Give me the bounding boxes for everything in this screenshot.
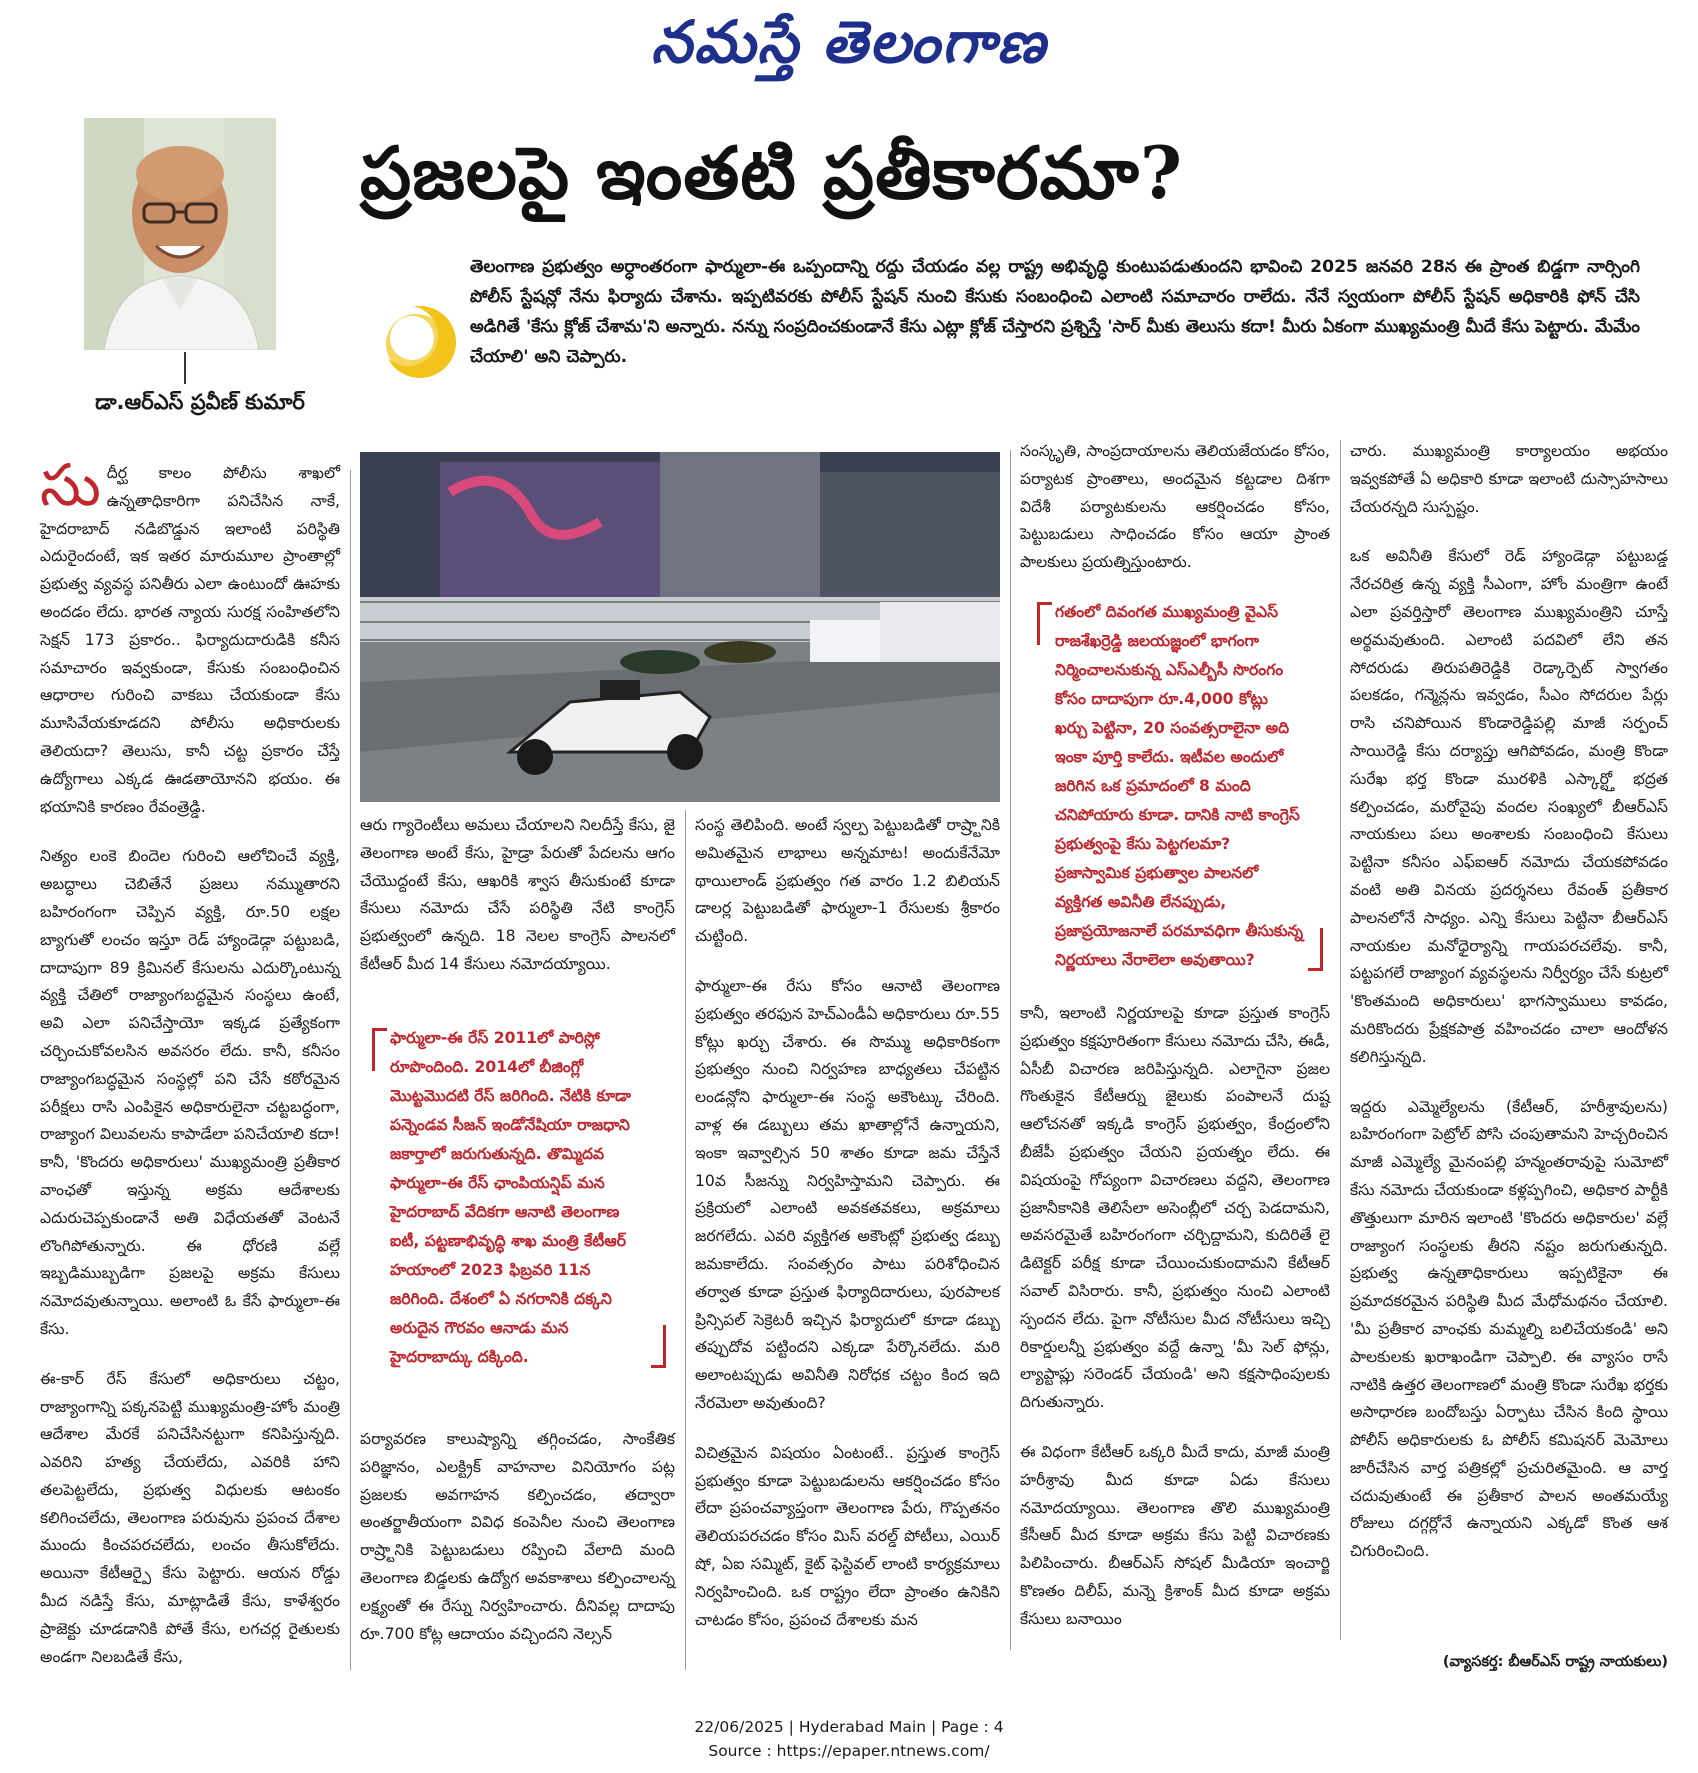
paragraph: చారు. ముఖ్యమంత్రి కార్యాలయం అభయం ఇవ్వకపోతే ఏ అధికారి కూడా ఇలాంటి దుస్సాహసాలు చేయరన్నది సుస్పష్టం. — [1350, 442, 1668, 516]
lead-paragraph: తెలంగాణ ప్రభుత్వం అర్ధాంతరంగా ఫార్ములా-ఈ ఒప్పందాన్ని రద్దు చేయడం వల్ల రాష్ట్ర అభివృద్ధి కుంటుపడుతుందని భావించి 2025 జనవరి 28న ఈ ప్రాంత బిడ్డగా నార్సింగి పోలీస్ స్టేషన్లో నేను ఫిర్యాదు చేశాను. ఇప్పటివరకు పోలీస్ స్టేషన్ నుంచి కేసుకు సంబంధించి ఎలాంటి సమాచారం రాలేదు. నేనే స్వయంగా పోలీస్ స్టేషన్ అధికారికి ఫోన్ చేసి అడిగితే 'కేసు క్లోజ్ చేశామ'ని అన్నారు. నన్ను సంప్రదించకుండానే కేసు ఎట్లా క్లోజ్ చేస్తారని ప్రశ్నిస్తే 'సార్ మీకు తెలుసు కదా! మీరు ఏకంగా ముఖ్యమంత్రి మీదే కేసు పెట్టారు. మేమేం చేయాలి' అని చెప్పారు. — [470, 257, 1640, 367]
paragraph: నిత్యం లంకె బిందెల గురించి ఆలోచించే వ్యక్తి, అబద్ధాలు చెబితేనే ప్రజలు నమ్ముతారని బహిరంగంగా చెప్పిన వ్యక్తి, రూ.50 లక్షల బ్యాగుతో లంచం ఇస్తూ రెడ్ హ్యాండెడ్గా పట్టుబడి, దాదాపుగా 89 క్రిమినల్ కేసులను ఎదుర్కొంటున్న వ్యక్తి చేతిలో రాజ్యాంగబద్ధమైన సంస్థలు ఉంటే, అవి ఎలా పనిచేస్తాయో ఇక్కడ ప్రత్యేకంగా చర్చించుకోవలసిన అవసరం లేదు. కానీ, కనీసం రాజ్యాంగబద్ధమైన సంస్థల్లో పని చేసే కఠోరమైన పరీక్షలు రాసి ఎంపికైన అధికారులైనా చట్టబద్ధంగా, రాజ్యాంగ విలువలను కాపాడేలా పనిచేయాలి కదా! కానీ, 'కొందరు అధికారులు' ముఖ్యమంత్రి ప్రతీకార వాంఛతో ఇస్తున్న అక్రమ ఆదేశాలకు ఎదురుచెప్పకుండానే అతి విధేయతతో వెంటనే లొంగిపోతున్నారు. ఈ ధోరణి వల్లే ఇబ్బడిముబ్బడిగా ప్రజలపై అక్రమ కేసులు నమోదవుతున్నాయి. అలాంటి ఓ కేసే ఫార్ములా-ఈ కేసు. — [40, 847, 340, 1338]
drop-cap: సు — [40, 451, 101, 519]
pull-quote-text: ఫార్ములా-ఈ రేస్ 2011లో పారిస్లో రూపొందింది. 2014లో బీజింగ్లో మొట్టమొదటి రేస్ జరిగింది. నేటికి కూడా పన్నెండవ సీజన్ ఇండోనేషియా రాజధాని జకార్తాలో జరుగుతున్నది. తొమ్మిదవ ఫార్ములా-ఈ రేస్ ఛాంపియన్షిప్ మన హైదరాబాద్ వేదికగా ఆనాటి తెలంగాణ ఐటీ, పట్టణాభివృద్ధి శాఖ మంత్రి కేటీఆర్ హయాంలో 2023 ఫిబ్రవరి 11న జరిగింది. దేశంలో ఏ నగరానికి దక్కని అరుదైన గౌరవం ఆనాడు మన హైదరాబాద్కు దక్కింది. — [390, 1029, 631, 1366]
pull-quote-1 — [390, 1024, 648, 1372]
column-rule — [1010, 450, 1011, 1650]
column-4 — [1020, 438, 1330, 599]
pull-quote-text: గతంలో దివంగత ముఖ్యమంత్రి వైఎస్ రాజశేఖర్రెడ్డి జలయజ్ఞంలో భాగంగా నిర్మించాలనుకున్న ఎస్ఎల్బీసీ సొరంగం కోసం దాదాపుగా రూ.4,000 కోట్లు ఖర్చు పెట్టినా, 20 సంవత్సరాలైనా అది ఇంకా పూర్తి కాలేదు. ఇటీవల అందులో జరిగిన ఒక ప్రమాదంలో 8 మంది చనిపోయారు కూడా. దానికి నాటి కాంగ్రెస్ ప్రభుత్వంపై కేసు పెట్టగలమా? ప్రజాస్వామిక ప్రభుత్వాల పాలనలో వ్యక్తిగత అవినీతి లేనప్పుడు, ప్రజాప్రయోజనాలే పరమావధిగా తీసుకున్న నిర్ణయాలు నేరాలెలా అవుతాయి? — [1055, 603, 1304, 969]
column-rule — [685, 810, 686, 1670]
paragraph — [40, 451, 340, 821]
paragraph: సంస్థ తెలిపింది. అంటే స్వల్ప పెట్టుబడితో రాష్ర్టానికి అమితమైన లాభాలు అన్నమాట! అందుకేనేమో థాయిలాండ్ ప్రభుత్వం గత వారం 1.2 బిలియన్ డాలర్ల పెట్టుబడితో ఫార్ములా-1 రేసులకు శ్రీకారం చుట్టింది. — [695, 816, 1000, 946]
paragraph: ఫార్ములా-ఈ రేసు కోసం ఆనాటి తెలంగాణ ప్రభుత్వం తరఫున హెచ్ఎండీఏ అధికారులు రూ.55 కోట్లు ఖర్చు చేశారు. ఈ సొమ్ము అధికారికంగా ప్రభుత్వం నుంచి నిర్వహణ బాధ్యతలు చేపట్టిన లండన్లోని ఫార్ములా-ఈ సంస్థ అకౌంట్కు చేరింది. వాళ్ల ఈ డబ్బులు తమ ఖాతాల్లోనే ఉన్నాయని, ఇంకా ఇవ్వాల్సిన 50 శాతం కూడా జమ చేస్తేనే 10వ సీజన్ను నిర్వహిస్తామని చెప్పారు. ఈ ప్రక్రియలో ఎలాంటి అవకతవకలు, అక్రమాలు జరగలేదు. ఎవరి వ్యక్తిగత అకౌంట్లో ప్రభుత్వ డబ్బు జమకాలేదు. సంవత్సరం పాటు పరిశోధించిన తర్వాత కూడా ప్రస్తుత ఫిర్యాదిదారులు, పురపాలక ప్రిన్సిపల్ సెక్రెటరీ ఇచ్చిన ఫిర్యాదులో కూడా డబ్బు తప్పుదోవ పట్టిందని ఎక్కడా పేర్కొనలేదు. మరి అలాంటప్పుడు అవినీతి నిరోధక చట్టం కింద ఇది నేరమెలా అవుతుంది? — [695, 976, 1000, 1412]
column-4b — [1020, 1000, 1330, 1656]
quote-bracket — [1308, 928, 1323, 971]
formula-e-race-photo — [360, 452, 1000, 802]
paragraph: ఈ విధంగా కేటీఆర్ ఒక్కరి మీదే కాదు, మాజీ మంత్రి హరీశ్రావు మీద కూడా ఏడు కేసులు నమోదయ్యాయి. తెలంగాణ తొలి ముఖ్యమంత్రి కేసీఆర్ మీద కూడా అక్రమ కేసు పెట్టి విచారణకు పిలిపించారు. బీఆర్ఎస్ సోషల్ మీడియా ఇంచార్జి కొణతం దిలీప్, మన్నె క్రిశాంక్ మీద కూడా అక్రమ కేసులు బనాయిం — [1020, 1442, 1330, 1628]
author-portrait — [84, 118, 276, 350]
author-portrait-icon — [84, 118, 276, 350]
headline: ప్రజలపై ఇంతటి ప్రతీకారమా? — [360, 130, 1184, 215]
column-5 — [1350, 438, 1668, 1588]
quote-mark-icon — [368, 298, 458, 392]
author-divider — [184, 352, 186, 384]
paragraph: ఒక అవినీతి కేసులో రెడ్ హ్యాండెడ్గా పట్టుబడ్డ నేరచరిత్ర ఉన్న వ్యక్తి సీఎంగా, హోం మంత్రిగా ఉంటే ఎలా ప్రవర్తిస్తారో తెలంగాణ ముఖ్యమంత్రిని చూస్తే అర్థమవుతుంది. ఎలాంటి పదవిలో లేని తన సోదరుడు తిరుపతిరెడ్డికి రెడ్కార్పెట్ స్వాగతం పలకడం, గన్మెన్లను ఇవ్వడం, సీఎం సోదరుల పేర్లు రాసి చనిపోయిన కొండారెడ్డిపల్లి మాజీ సర్పంచ్ సాయిరెడ్డి కేసు దర్యాప్తు ఆగిపోవడం, మంత్రి కొండా సురేఖ భర్త కొండా మురళికి ఎస్కార్ట్తో భద్రత కల్పించడం, మరోవైపు వందల సంఖ్యలో బీఆర్ఎస్ నాయకులు పలు అంశాలకు సంబంధించి కేసులు పెట్టినా కనీసం ఎఫ్ఐఆర్ నమోదు చేయకపోవడం వంటి అతి వినయ ప్రదర్శనలు రేవంత్ ప్రతీకార పాలనలోనే సాధ్యం. ఎన్ని కేసులు పెట్టినా బీఆర్ఎస్ నాయకుల మనోధైర్యాన్ని గాయపరచలేవు. కానీ, పట్టపగలే రాజ్యాంగ వ్యవస్థలను నిర్వీర్యం చేసే కుట్రలో 'కొంతమంది అధికారులు' భాగస్వాములు కావడం, మరికొందరు ప్రేక్షకపాత్ర వహించడం చాలా ఆందోళన కలిగిస్తున్నది. — [1350, 547, 1668, 1066]
masthead: నమస్తే తెలంగాణ — [651, 8, 1047, 76]
footer-source-link[interactable]: Source : https://epaper.ntnews.com/ — [708, 1742, 990, 1760]
footer-date-edition: 22/06/2025 | Hyderabad Main | Page : 4 — [694, 1718, 1004, 1736]
column-2b — [360, 1426, 675, 1670]
column-rule — [1340, 440, 1341, 1640]
paragraph-text: దీర్ఘ కాలం పోలీసు శాఖలో ఉన్నతాధికారిగా పనిచేసిన నాకే, హైదరాబాద్ నడిబొడ్డున ఇలాంటి పరిస్థితి ఎదురైందంటే, ఇక ఇతర మారుమూల ప్రాంతాల్లో ప్రభుత్వ వ్యవస్థ పనితీరు ఎలా ఉంటుందో ఊహకు అందడం లేదు. భారత న్యాయ సురక్ష సంహితలోని సెక్షన్ 173 ప్రకారం.. ఫిర్యాదుదారుడికి కనీస సమాచారం ఇవ్వకుండా, కేసుకు సంబంధించిన ఆధారాల గురించి వాకబు చేయకుండా కేసు మూసివేయకూడదని పోలీసు అధికారులకు తెలియదా? తెలుసు, కానీ చట్ట ప్రకారం చేస్తే ఉద్యోగాలు ఎక్కడ ఊడతాయోనని భయం. ఈ భయానికి కారణం రేవంత్రెడ్డి. — [40, 464, 340, 816]
pull-quote-2 — [1055, 598, 1305, 975]
paragraph: పర్యావరణ కాలుష్యాన్ని తగ్గించడం, సాంకేతిక పరిజ్ఞానం, ఎలక్ట్రిక్ వాహనాల వినియోగం పట్ల ప్రజలకు అవగాహన కల్పించడం, తద్వారా అంతర్జాతీయంగా వివిధ కంపెనీల నుంచి తెలంగాణ రాష్ర్టానికి పెట్టుబడులు రప్పించి వేలాది మంది తెలంగాణ బిడ్డలకు ఉద్యోగ అవకాశాలు కల్పించాలన్న లక్ష్యంతో ఈ రేస్ను నిర్వహించారు. దీనివల్ల దాదాపు రూ.700 కోట్ల ఆదాయం వచ్చిందని నెల్సన్ — [360, 1430, 675, 1643]
paragraph: ఆరు గ్యారెంటీలు అమలు చేయాలని నిలదీస్తే కేసు, జై తెలంగాణ అంటే కేసు, హైడ్రా పేరుతో పేదలను ఆగం చేయొద్దంటే కేసు, ఆఖరికి శ్వాస తీసుకుంటే కూడా కేసులు నమోదు చేసే పరిస్థితి నేటి కాంగ్రెస్ ప్రభుత్వంలో ఉన్నది. 18 నెలల కాంగ్రెస్ పాలనలో కేటీఆర్ మీద 14 కేసులు నమోదయ్యాయి. — [360, 816, 675, 973]
quote-bracket — [651, 1325, 666, 1368]
paragraph: ఈ-కార్ రేస్ కేసులో అధికారులు చట్టం, రాజ్యాంగాన్ని పక్కనపెట్టి ముఖ్యమంత్రి-హోం మంత్రి ఆదేశాల మేరకే పనిచేసినట్టుగా కనిపిస్తున్నది. ఎవరిని హత్య చేయలేదు, ఎవరికి హాని తలపెట్టలేదు, ప్రభుత్వ విధులకు ఆటంకం కలిగించలేదు, తెలంగాణ పరువును ప్రపంచ దేశాల ముందు కించపరచలేదు, లంచం తీసుకోలేదు. అయినా కేటీఆర్పై కేసు పెట్టారు. ఆయన రోడ్డు మీద నడిస్తే కేసు, మాట్లాడితే కేసు, కాళేశ్వరం ప్రాజెక్టు చూడడానికి పోతే కేసు, లగచర్ల రైతులకు అండగా నిలబడితే కేసు, — [40, 1369, 340, 1666]
paragraph: విచిత్రమైన విషయం ఏంటంటే.. ప్రస్తుత కాంగ్రెస్ ప్రభుత్వం కూడా పెట్టుబడులను ఆకర్షించడం కోసం లేదా ప్రపంచవ్యాప్తంగా తెలంగాణ పేరు, గొప్పతనం తెలియపరచడం కోసం మిస్ వరల్డ్ పోటీలు, ఎయిర్ షో, ఏఐ సమ్మిట్, కైట్ ఫెస్టివల్ లాంటి కార్యక్రమాలు నిర్వహించింది. ఒక రాష్ట్రం లేదా ప్రాంతం ఉనికిని చాటడం కోసం, ప్రపంచ దేశాలకు మన — [695, 1443, 1000, 1629]
quote-bracket — [1037, 602, 1052, 645]
column-rule — [350, 470, 351, 1670]
paragraph: కానీ, ఇలాంటి నిర్ణయాలపై కూడా ప్రస్తుత కాంగ్రెస్ ప్రభుత్వం కక్షపూరితంగా కేసులు నమోదు చేసి, ఈడీ, ఏసీబీ విచారణ జరిపిస్తున్నది. ఎలాగైనా ప్రజల గొంతుకైన కేటీఆర్ను జైలుకు పంపాలనే దుష్ట ఆలోచనతో ఇక్కడి కాంగ్రెస్ ప్రభుత్వం, కేంద్రంలోని బీజేపీ ప్రభుత్వం చేయని ప్రయత్నం లేదు. ఈ విషయంపై గోప్యంగా విచారణలు వద్దని, తెలంగాణ ప్రజానీకానికి తెలిసేలా అసెంబ్లీలో చర్చ పెడదామని, అవసరమైతే బహిరంగంగా చర్చిద్దామని, కుదిరితే లై డిటెక్టర్ పరీక్ష కూడా చేయించుకుందామని కేటీఆర్ సవాల్ విసిరారు. కానీ, ప్రభుత్వం నుంచి ఎలాంటి స్పందన లేదు. పైగా నోటీసుల మీద నోటీసులు ఇచ్చి రికార్డులన్నీ ప్రభుత్వం వద్దే ఉన్నా 'మీ సెల్ ఫోన్లు, ల్యాప్టాప్లు సరెండర్ చేయండి' అని కక్షసాధింపులకు దిగుతున్నారు. — [1020, 1004, 1330, 1412]
column-2 — [360, 812, 675, 1001]
paragraph: ఇద్దరు ఎమ్మెల్యేలను (కేటీఆర్, హరీశ్రావులను) బహిరంగంగా పెట్రోల్ పోసి చంపుతామని హెచ్చరించిన మాజీ ఎమ్మెల్యే మైనంపల్లి హన్మంతరావుపై సుమోటో కేసు నమోదు చేయకుండా కళ్లప్పగించి, అధికార పార్టీకి తొత్తులుగా మారిన ఇలాంటి 'కొందరు అధికారుల' వల్లే రాజ్యాంగ సంస్థలకు తీరని నష్టం జరుగుతున్నది. ప్రభుత్వ ఉన్నతాధికారులు ఇప్పటికైనా ఈ ప్రమాదకరమైన పరిస్థితి మీద మేధోమథనం చేయాలి. 'మీ ప్రతీకార వాంఛకు మమ్మల్ని బలిచేయకండి' అని పాలకులకు ఖరాఖండిగా చెప్పాలి. ఈ వ్యాసం రాసే నాటికి ఉత్తర తెలంగాణలో మంత్రి కొండా సురేఖ భర్తకు అసాధారణ బందోబస్తు ఏర్పాటు చేసిన కింది స్థాయి పోలీస్ అధికారులకు ఓ పోలీస్ కమిషనర్ మెమోలు జారీచేసిన వార్త పత్రికల్లో ప్రచురితమైంది. ఆ వార్త చదువుతుంటే ఈ ప్రతీకార పాలన అంతమయ్యే రోజులు దగ్గర్లోనే ఉన్నాయని ఎక్కడో కొంత ఆశ చిగురించింది. — [1350, 1097, 1668, 1561]
writer-note: (వ్యాసకర్త: బీఆర్ఎస్ రాష్ట్ర నాయకులు) — [1442, 1654, 1668, 1670]
author-name: డా.ఆర్ఎస్ ప్రవీణ్ కుమార్ — [95, 390, 305, 414]
quote-bracket — [372, 1028, 387, 1071]
column-3 — [695, 812, 1000, 1656]
column-1 — [40, 451, 340, 1693]
paragraph: సంస్కృతి, సాంప్రదాయాలను తెలియజేయడం కోసం, పర్యాటక ప్రాంతాలు, అందమైన కట్టడాల దిశగా విదేశీ పర్యాటకులను ఆకర్షించడం కోసం, పెట్టుబడులు సాధించడం కోసం ఆయా ప్రాంత పాలకులు ప్రయత్నిస్తుంటారు. — [1020, 442, 1330, 572]
